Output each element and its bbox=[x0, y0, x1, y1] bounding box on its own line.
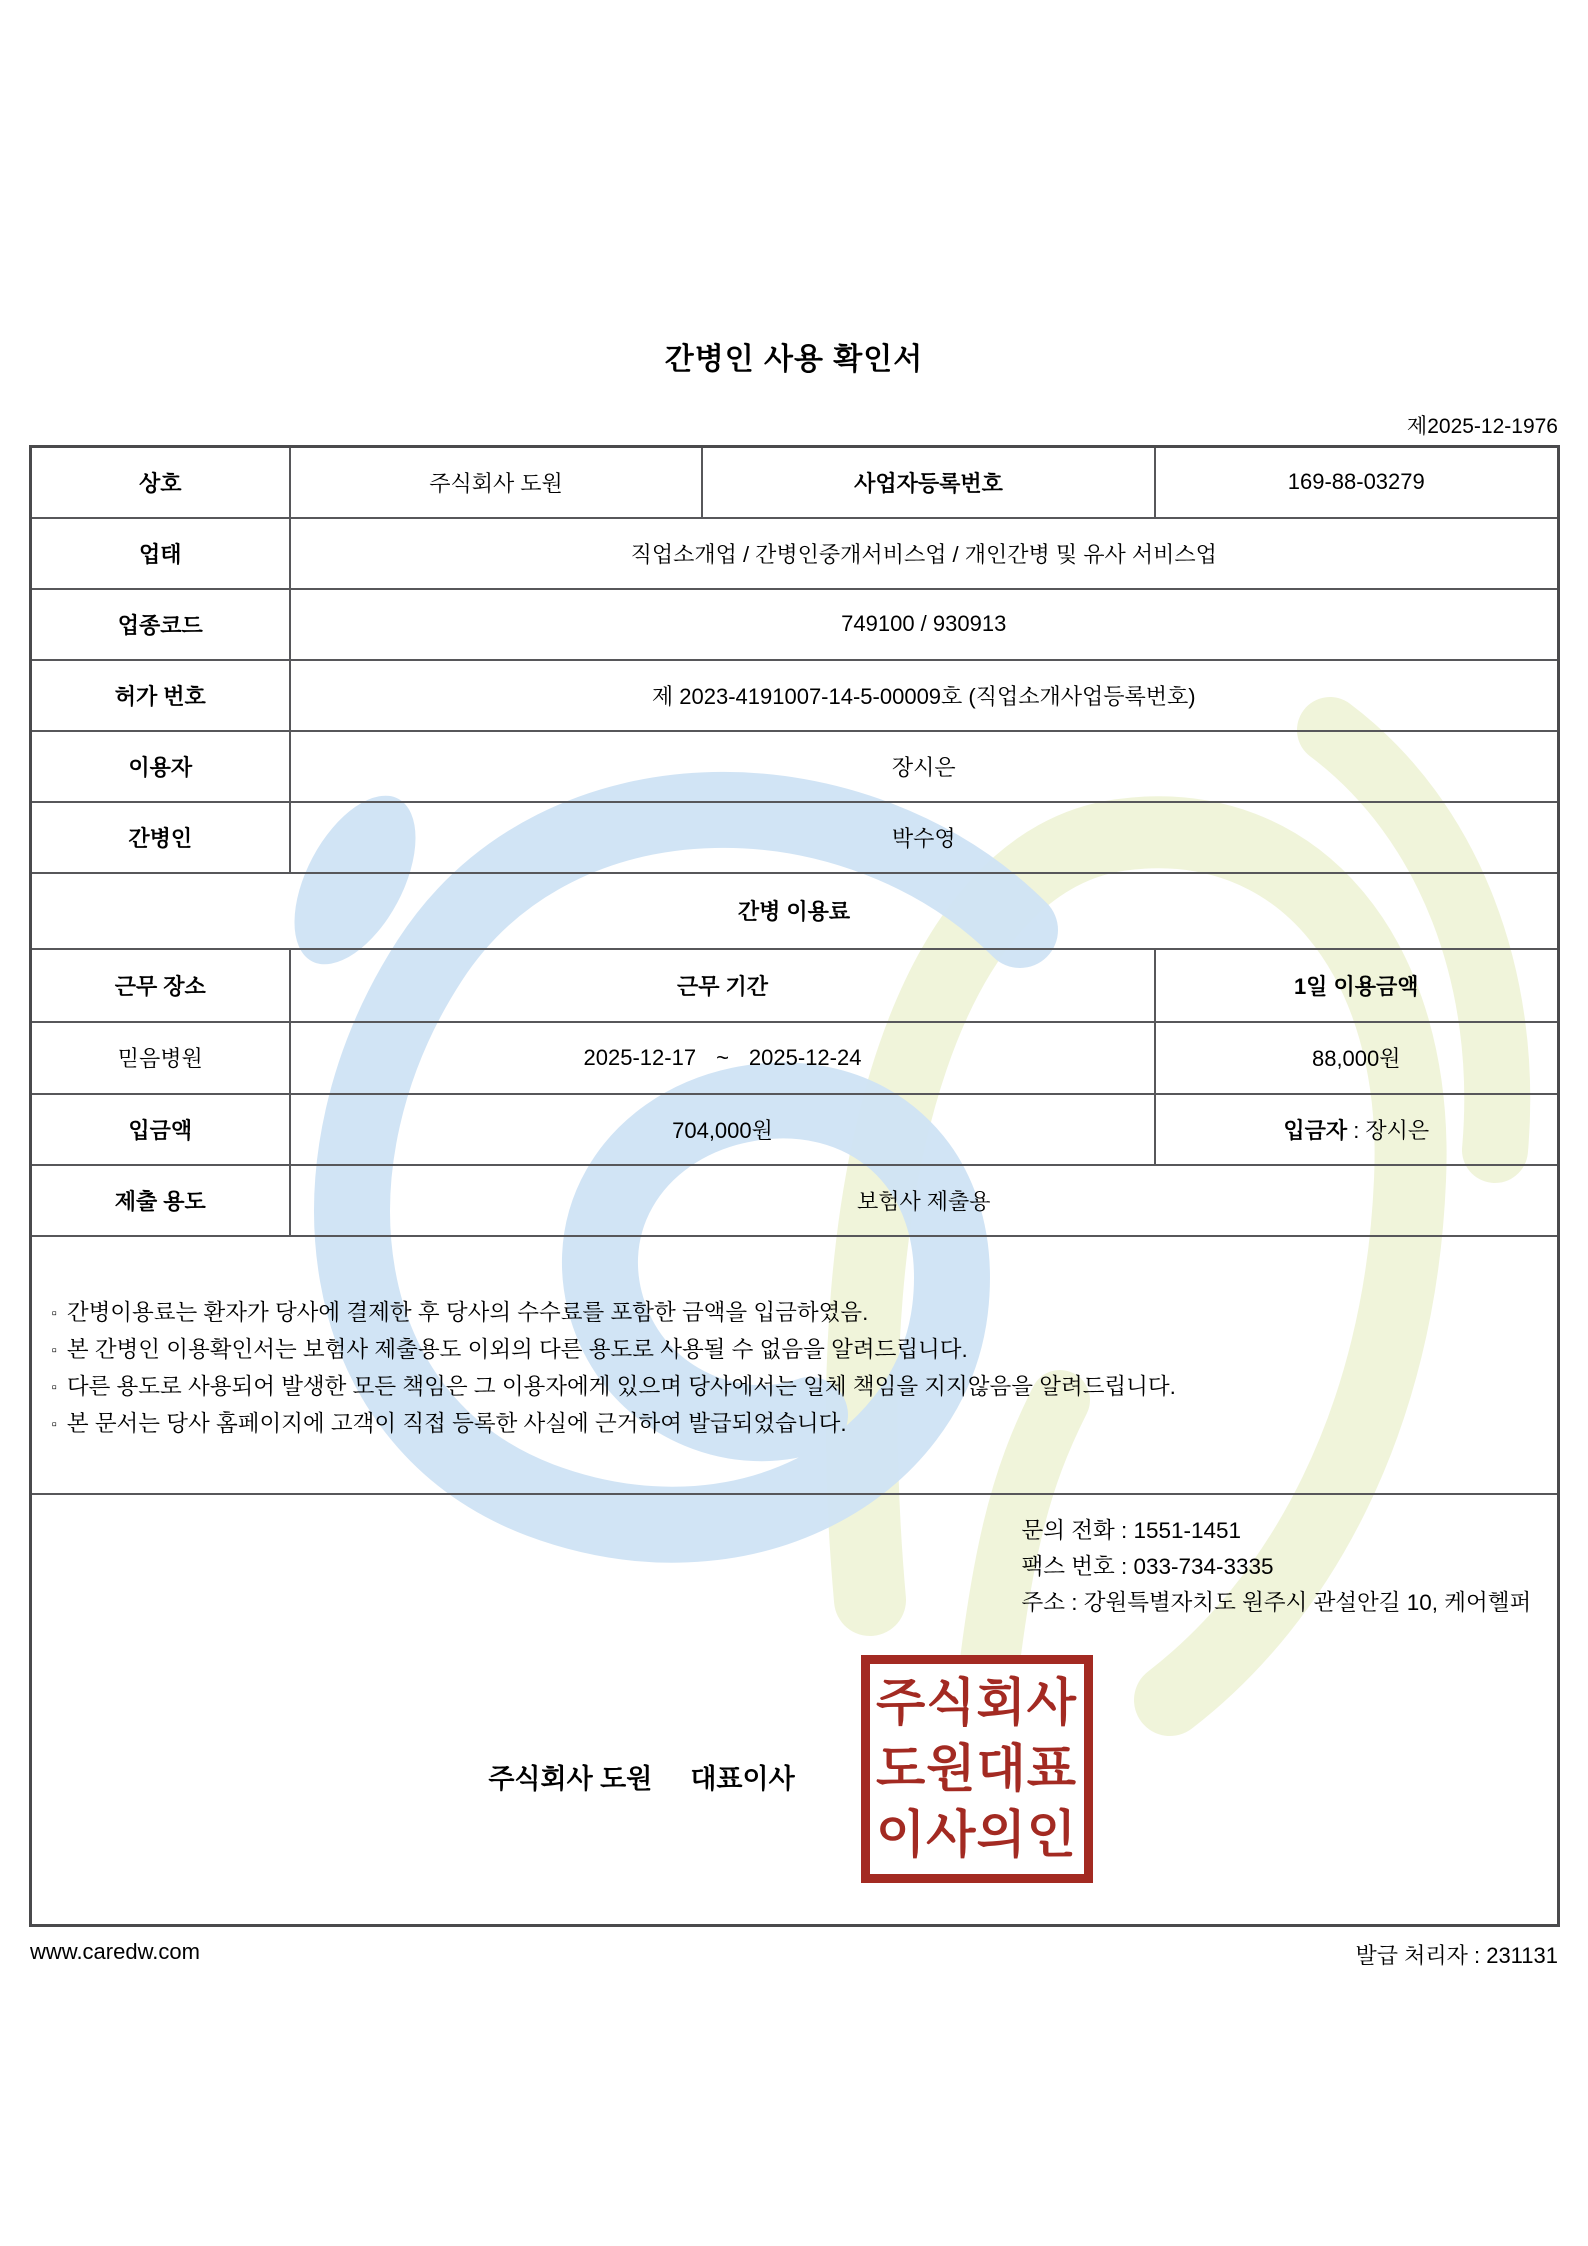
business-reg-value: 169-88-03279 bbox=[1155, 447, 1558, 518]
notes-cell bbox=[30, 1236, 1558, 1494]
table-row-notes bbox=[30, 1236, 1558, 1494]
note-item bbox=[52, 1406, 1547, 1443]
note-bullet-icon: ▫ bbox=[51, 1341, 57, 1359]
business-type-label: 업태 bbox=[30, 518, 290, 589]
deposit-amount: 704,000원 bbox=[290, 1094, 1155, 1165]
user-value: 장시은 bbox=[290, 731, 1558, 802]
table-row-work-header bbox=[30, 949, 1558, 1022]
table-row-purpose bbox=[30, 1165, 1558, 1236]
notes-list bbox=[38, 1287, 1551, 1443]
deposit-payer bbox=[1155, 1094, 1558, 1165]
caregiver-label: 간병인 bbox=[30, 802, 290, 873]
table-row-permit bbox=[30, 660, 1558, 731]
table-row-industry-code bbox=[30, 589, 1558, 660]
signature-line bbox=[422, 1757, 862, 1796]
deposit-payer-value: : 장시은 bbox=[1347, 1117, 1430, 1143]
table-row-caregiver bbox=[30, 802, 1558, 873]
page-title: 간병인 사용 확인서 bbox=[664, 343, 924, 376]
note-item bbox=[52, 1332, 1547, 1369]
note-item bbox=[52, 1369, 1547, 1406]
seal-text-line: 도원대표 bbox=[875, 1739, 1078, 1797]
work-period-value bbox=[290, 1022, 1155, 1094]
purpose-value: 보험사 제출용 bbox=[290, 1165, 1558, 1236]
corporate-seal-stamp bbox=[861, 1655, 1093, 1883]
note-text: 본 문서는 당사 홈페이지에 고객이 직접 등록한 사실에 근거하여 발급되었습니다. bbox=[66, 1410, 847, 1436]
permit-label: 허가 번호 bbox=[30, 660, 290, 731]
business-reg-label: 사업자등록번호 bbox=[702, 447, 1155, 518]
work-daily-value: 88,000원 bbox=[1155, 1022, 1558, 1094]
table-row-deposit bbox=[30, 1094, 1558, 1165]
table-row-work-values bbox=[30, 1022, 1558, 1094]
note-text: 간병이용료는 환자가 당사에 결제한 후 당사의 수수료를 포함한 금액을 입금하였음. bbox=[66, 1299, 869, 1325]
note-text: 본 간병인 이용확인서는 보험사 제출용도 이외의 다른 용도로 사용될 수 없음을 알려드립니다. bbox=[66, 1336, 968, 1362]
table-row-business-type bbox=[30, 518, 1558, 589]
company-value: 주식회사 도원 bbox=[290, 447, 702, 518]
document-number: 제2025-12-1976 bbox=[1406, 415, 1558, 438]
contact-block bbox=[1022, 1513, 1532, 1621]
work-period-label: 근무 기간 bbox=[290, 949, 1155, 1022]
footer-issuer: 발급 처리자 : 231131 bbox=[1355, 1943, 1558, 1968]
contact-phone: 문의 전화 : 1551-1451 bbox=[1021, 1517, 1242, 1543]
work-daily-label: 1일 이용금액 bbox=[1155, 949, 1558, 1022]
confirmation-table bbox=[29, 445, 1560, 1927]
signature-area-cell bbox=[30, 1494, 1558, 1926]
work-place-label: 근무 장소 bbox=[30, 949, 290, 1022]
work-period-start: 2025-12-17 bbox=[583, 1044, 697, 1070]
table-row-signature-area bbox=[30, 1494, 1558, 1926]
signature-company: 주식회사 도원 bbox=[488, 1763, 653, 1794]
business-type-value: 직업소개업 / 간병인중개서비스업 / 개인간병 및 유사 서비스업 bbox=[290, 518, 1558, 589]
table-row-company bbox=[30, 447, 1558, 518]
seal-text-line: 이사의인 bbox=[875, 1805, 1078, 1863]
fee-section-title: 간병 이용료 bbox=[30, 873, 1558, 949]
table-row-user bbox=[30, 731, 1558, 802]
note-item bbox=[52, 1295, 1547, 1332]
contact-address: 주소 : 강원특별자치도 원주시 관설안길 10, 케어헬퍼 bbox=[1021, 1589, 1532, 1615]
contact-fax: 팩스 번호 : 033-734-3335 bbox=[1021, 1553, 1274, 1579]
note-text: 다른 용도로 사용되어 발생한 모든 책임은 그 이용자에게 있으며 당사에서는 일체 책임을 지지않음을 알려드립니다. bbox=[66, 1373, 1176, 1399]
page-footer bbox=[30, 1939, 1558, 1970]
table-row-fee-section bbox=[30, 873, 1558, 949]
deposit-payer-label: 입금자 bbox=[1283, 1117, 1348, 1143]
note-bullet-icon: ▫ bbox=[51, 1378, 57, 1396]
work-period-end: 2025-12-24 bbox=[748, 1044, 862, 1070]
industry-code-label: 업종코드 bbox=[30, 589, 290, 660]
footer-website: www.caredw.com bbox=[30, 1939, 200, 1964]
company-label: 상호 bbox=[30, 447, 290, 518]
signature-role: 대표이사 bbox=[690, 1763, 795, 1794]
note-bullet-icon: ▫ bbox=[51, 1304, 57, 1322]
work-period-tilde: ~ bbox=[716, 1044, 729, 1070]
work-place-value: 믿음병원 bbox=[30, 1022, 290, 1094]
industry-code-value: 749100 / 930913 bbox=[290, 589, 1558, 660]
caregiver-value: 박수영 bbox=[290, 802, 1558, 873]
deposit-label: 입금액 bbox=[30, 1094, 290, 1165]
permit-value: 제 2023-4191007-14-5-00009호 (직업소개사업등록번호) bbox=[290, 660, 1558, 731]
note-bullet-icon: ▫ bbox=[51, 1415, 57, 1433]
seal-text-line: 주식회사 bbox=[875, 1673, 1078, 1731]
user-label: 이용자 bbox=[30, 731, 290, 802]
purpose-label: 제출 용도 bbox=[30, 1165, 290, 1236]
